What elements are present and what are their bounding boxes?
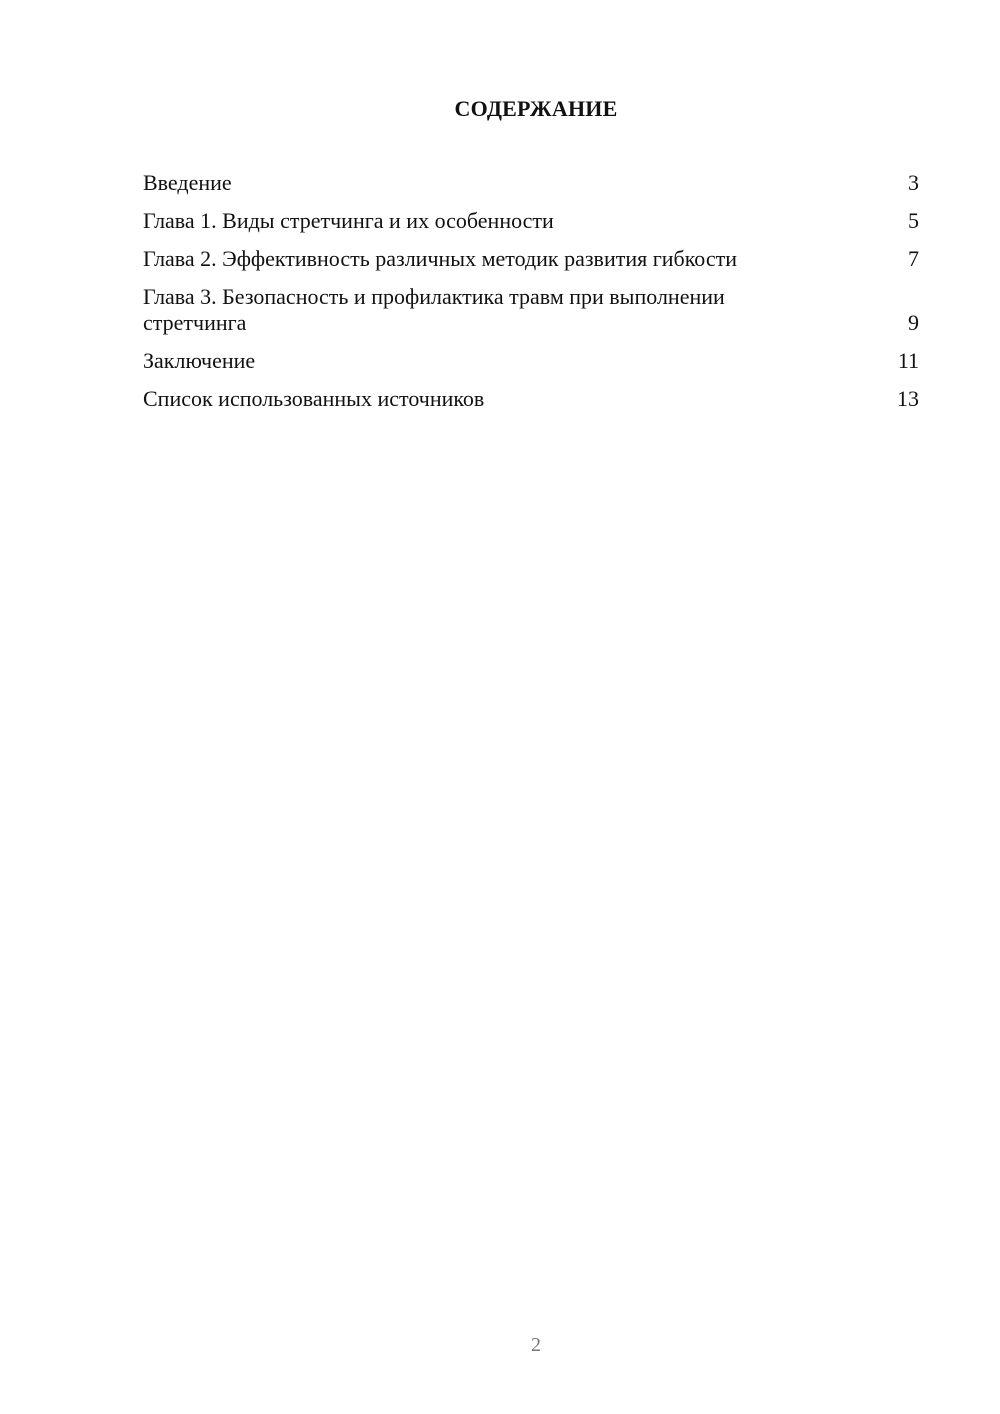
toc-item-introduction [143, 170, 919, 196]
toc-item-conclusion [143, 348, 919, 374]
toc-item-chapter-3 [143, 284, 919, 336]
toc-item-label: Глава 2. Эффективность различных методик развития гибкости [143, 246, 737, 271]
toc-item-label: Введение [143, 170, 232, 195]
toc-item-label: Глава 1. Виды стретчинга и их особенности [143, 208, 554, 233]
toc-item-page: 5 [908, 208, 919, 233]
page-number: 2 [531, 1334, 541, 1356]
toc-item-page: 3 [908, 170, 919, 195]
toc-item-chapter-2 [143, 246, 919, 272]
toc-item-chapter-1 [143, 208, 919, 234]
toc-title: СОДЕРЖАНИЕ [454, 96, 618, 121]
toc-item-label: Заключение [143, 348, 256, 373]
toc-item-label: Глава 3. Безопасность и профилактика травм при выполнении стретчинга [143, 284, 725, 335]
toc-item-page: 9 [908, 310, 919, 335]
table-of-contents [143, 170, 919, 424]
toc-item-page: 11 [897, 348, 919, 373]
toc-item-label: Список использованных источников [143, 386, 485, 411]
toc-item-references [143, 386, 919, 412]
toc-item-page: 13 [897, 386, 919, 411]
toc-item-page: 7 [908, 246, 919, 271]
